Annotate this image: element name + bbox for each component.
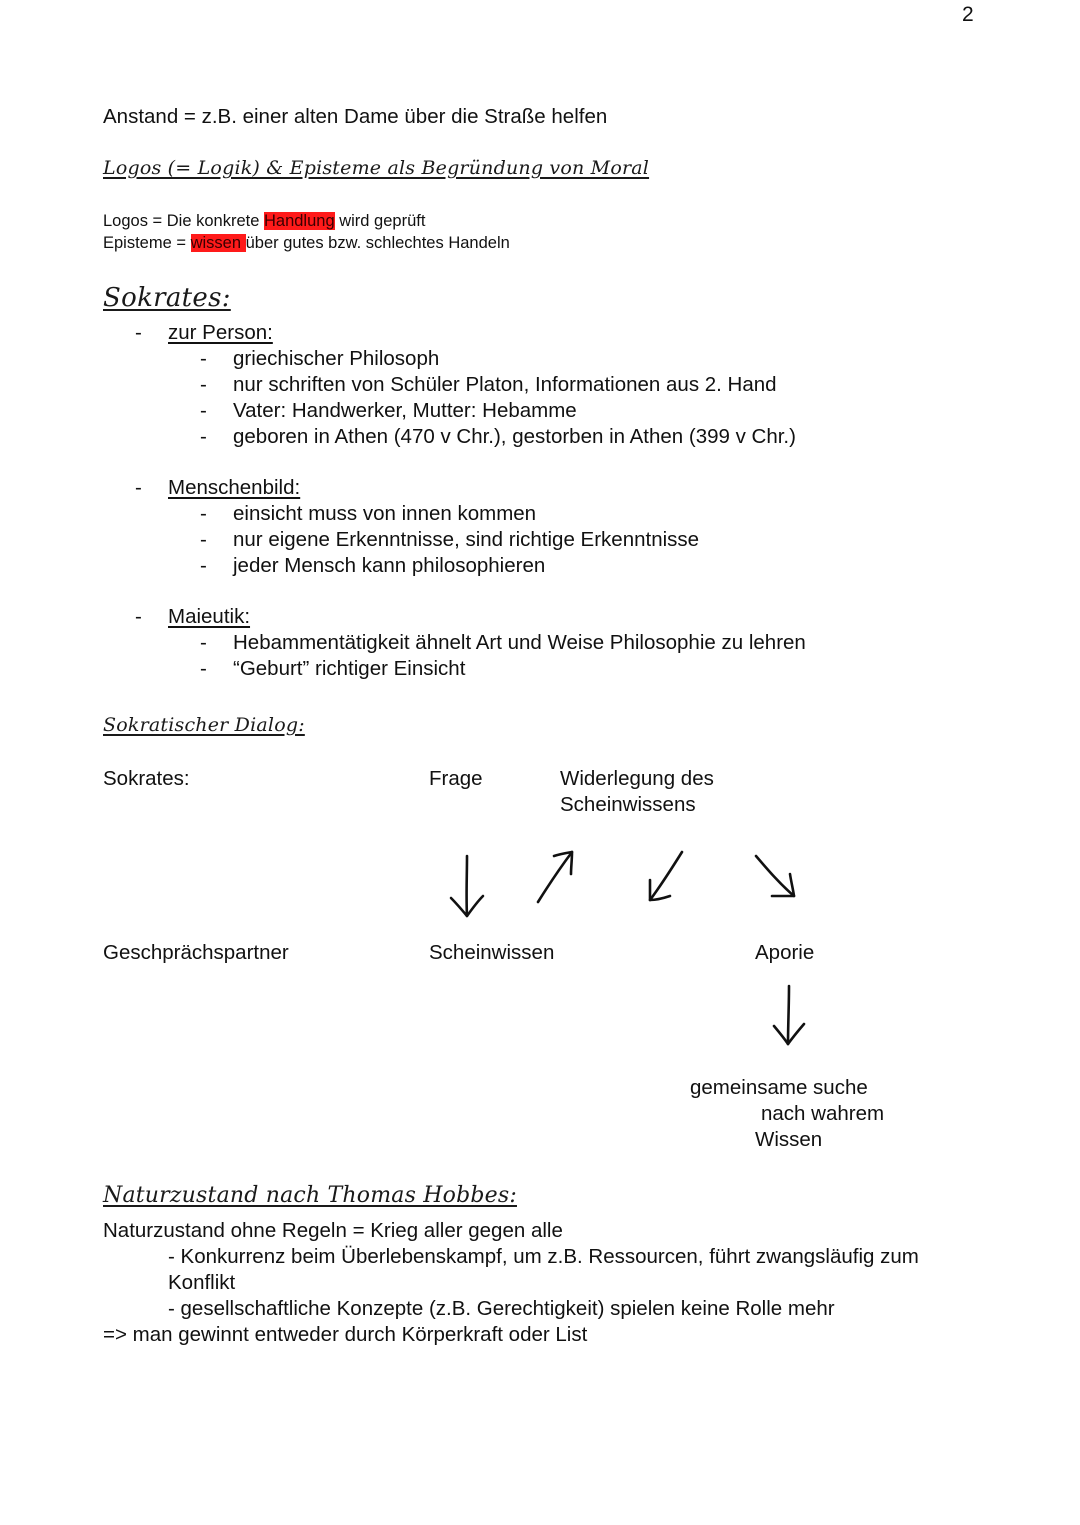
- dialog-heading: Sokratischer Dialog:: [103, 714, 305, 736]
- hobbes-point1-line1: - Konkurrenz beim Überlebenskampf, um z.B. Ressourcen, führt zwangsläufig zum: [168, 1245, 919, 1268]
- dialog-result-line1: gemeinsame suche: [690, 1076, 868, 1099]
- list-item: Hebammentätigkeit ähnelt Art und Weise Philosophie zu lehren: [233, 631, 806, 654]
- hobbes-conclusion: => man gewinnt entweder durch Körperkraft oder List: [103, 1323, 588, 1346]
- dialog-aporie: Aporie: [755, 941, 815, 964]
- dialog-widerlegung-line1: Widerlegung des: [560, 767, 714, 790]
- section-title-maieutik: Maieutik:: [168, 605, 251, 628]
- hobbes-point2: - gesellschaftliche Konzepte (z.B. Gerechtigkeit) spielen keine Rolle mehr: [168, 1297, 835, 1320]
- list-item: nur schriften von Schüler Platon, Informationen aus 2. Hand: [233, 373, 777, 396]
- hobbes-point1-line2: Konflikt: [168, 1271, 236, 1294]
- item-bullet: -: [200, 347, 207, 370]
- logos-line-prefix: Logos = Die konkrete: [103, 212, 264, 230]
- dialog-scheinwissen: Scheinwissen: [429, 941, 555, 964]
- section-bullet: -: [135, 605, 142, 628]
- item-bullet: -: [200, 425, 207, 448]
- section-title-person: zur Person:: [168, 321, 273, 344]
- item-bullet: -: [200, 528, 207, 551]
- hobbes-heading: Naturzustand nach Thomas Hobbes:: [103, 1183, 517, 1208]
- logos-line: [103, 210, 425, 232]
- list-item: griechischer Philosoph: [233, 347, 440, 370]
- arrow-down-icon: [768, 984, 810, 1050]
- logos-line-suffix: wird geprüft: [334, 212, 426, 230]
- list-item: Vater: Handwerker, Mutter: Hebamme: [233, 399, 577, 422]
- episteme-line: [103, 232, 510, 254]
- arrow-down-icon: [445, 852, 491, 922]
- logos-heading: Logos (= Logik) & Episteme als Begründung von Moral: [103, 157, 650, 179]
- episteme-line-prefix: Episteme =: [103, 234, 191, 252]
- arrow-down-left-icon: [640, 846, 690, 906]
- item-bullet: -: [200, 631, 207, 654]
- episteme-line-suffix: über gutes bzw. schlechtes Handeln: [245, 234, 510, 252]
- dialog-result-line2: nach wahrem: [761, 1102, 885, 1125]
- item-bullet: -: [200, 657, 207, 680]
- section-bullet: -: [135, 476, 142, 499]
- list-item: einsicht muss von innen kommen: [233, 502, 537, 525]
- sokrates-heading: Sokrates:: [103, 283, 231, 313]
- dialog-sokrates-label: Sokrates:: [103, 767, 190, 790]
- item-bullet: -: [200, 399, 207, 422]
- list-item: “Geburt” richtiger Einsicht: [233, 657, 466, 680]
- list-item: jeder Mensch kann philosophieren: [233, 554, 546, 577]
- list-item: nur eigene Erkenntnisse, sind richtige Erkenntnisse: [233, 528, 700, 551]
- dialog-result-line3: Wissen: [755, 1128, 823, 1151]
- highlight-handlung: Handlung: [263, 212, 335, 230]
- highlight-wissen: wissen: [190, 234, 246, 252]
- arrow-down-right-icon: [750, 850, 802, 902]
- section-bullet: -: [135, 321, 142, 344]
- section-title-menschenbild: Menschenbild:: [168, 476, 301, 499]
- item-bullet: -: [200, 502, 207, 525]
- item-bullet: -: [200, 554, 207, 577]
- list-item: geboren in Athen (470 v Chr.), gestorben in Athen (399 v Chr.): [233, 425, 796, 448]
- item-bullet: -: [200, 373, 207, 396]
- hobbes-line1: Naturzustand ohne Regeln = Krieg aller gegen alle: [103, 1219, 563, 1242]
- dialog-frage: Frage: [429, 767, 483, 790]
- page-number: 2: [962, 3, 974, 26]
- dialog-partner-label: Geschprächspartner: [103, 941, 289, 964]
- anstand-line: Anstand = z.B. einer alten Dame über die Straße helfen: [103, 105, 608, 128]
- dialog-widerlegung-line2: Scheinwissens: [560, 793, 696, 816]
- arrow-up-right-icon: [530, 846, 580, 908]
